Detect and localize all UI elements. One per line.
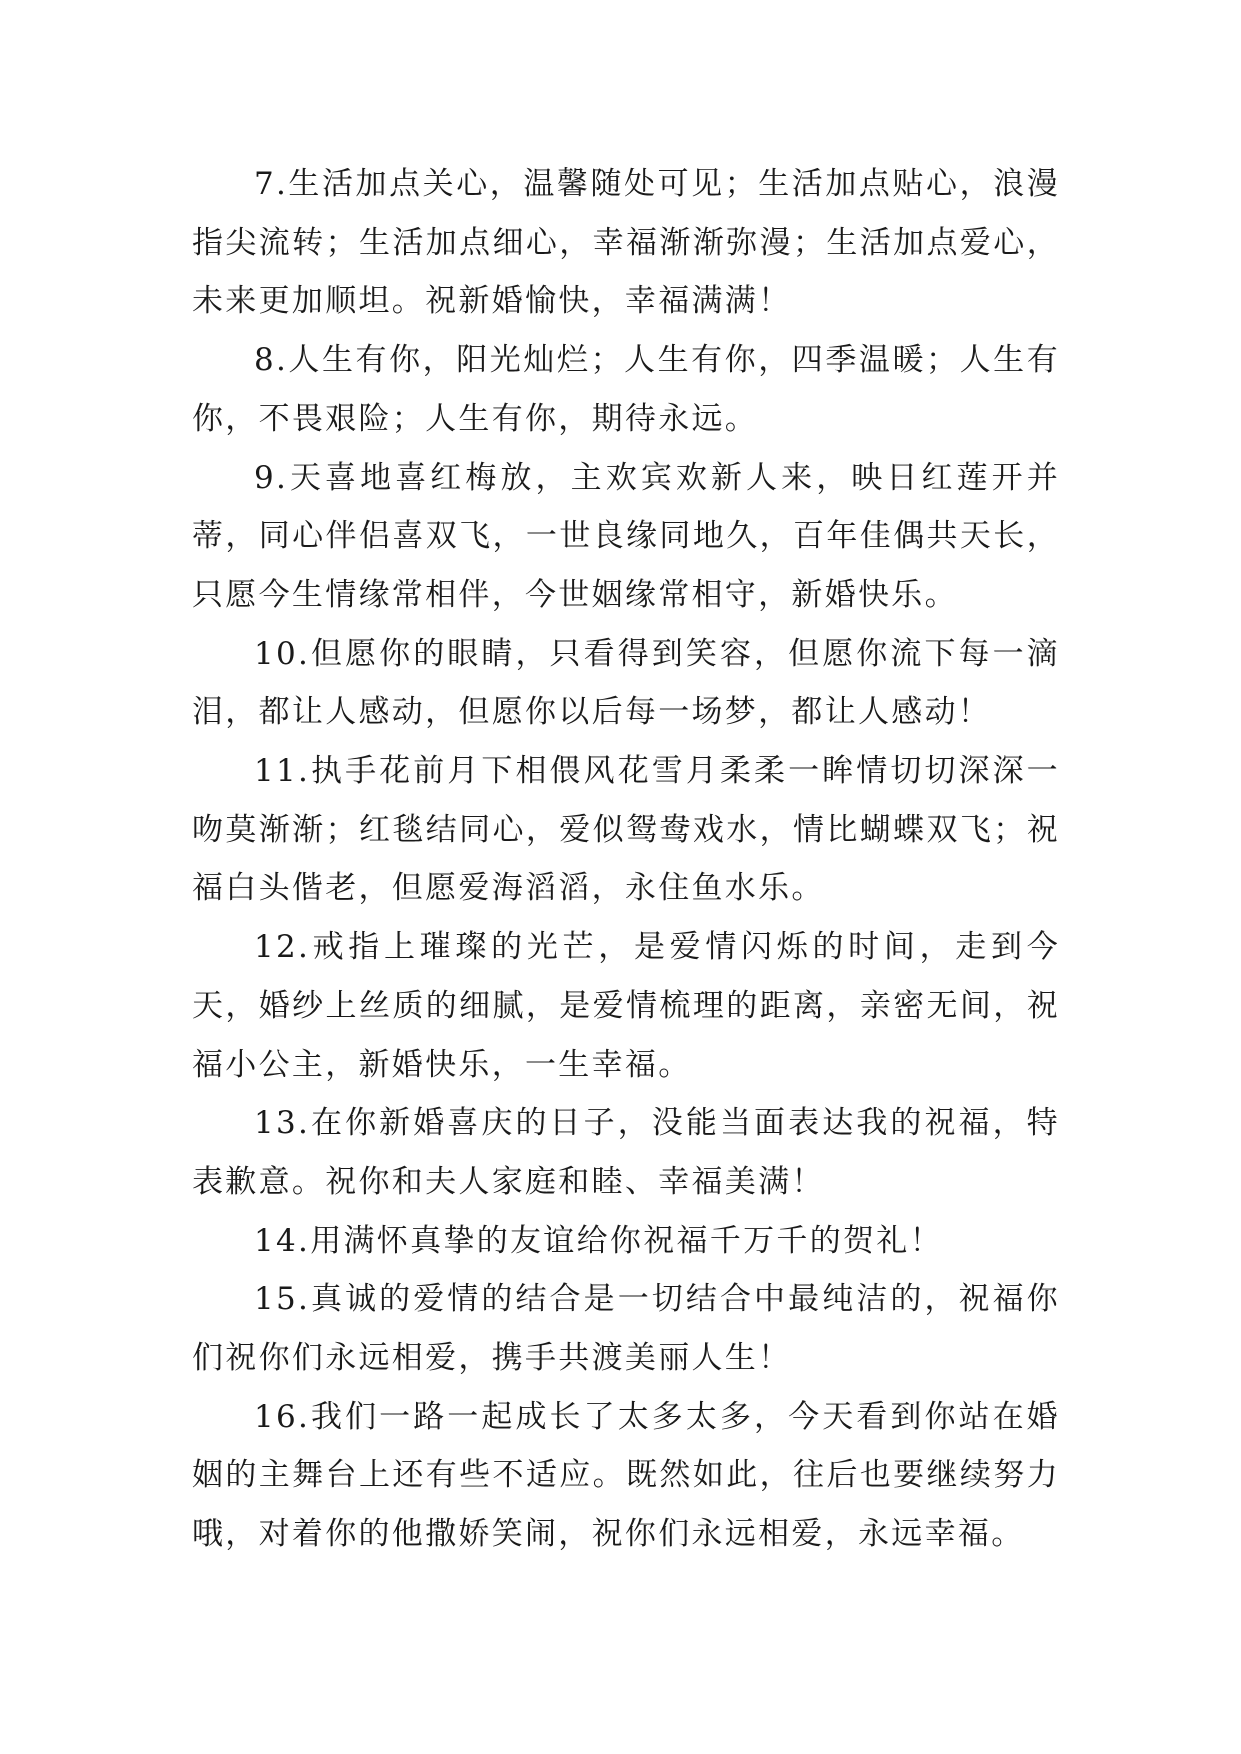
wish-paragraph-8: 8.人生有你，阳光灿烂；人生有你，四季温暖；人生有你，不畏艰险；人生有你，期待永远。: [192, 342, 1060, 437]
wish-paragraph-13: 13.在你新婚喜庆的日子，没能当面表达我的祝福，特表歉意。祝你和夫人家庭和睦、幸福美满！: [192, 1105, 1060, 1200]
wish-paragraph-14: 14.用满怀真挚的友谊给你祝福千万千的贺礼！: [254, 1222, 943, 1259]
document-page: [192, 155, 1060, 1564]
wish-paragraph-12: 12.戒指上璀璨的光芒，是爱情闪烁的时间，走到今天，婚纱上丝质的细腻，是爱情梳理的距离，亲密无间，祝福小公主，新婚快乐，一生幸福。: [192, 929, 1060, 1083]
wish-paragraph-7: 7.生活加点关心，温馨随处可见；生活加点贴心，浪漫指尖流转；生活加点细心，幸福渐渐弥漫；生活加点爱心，未来更加顺坦。祝新婚愉快，幸福满满！: [192, 166, 1060, 320]
wish-paragraph-15: 15.真诚的爱情的结合是一切结合中最纯洁的，祝福你们祝你们永远相爱，携手共渡美丽人生！: [192, 1281, 1060, 1377]
wish-paragraph-11: 11.执手花前月下相偎风花雪月柔柔一眸情切切深深一吻莫渐渐；红毯结同心，爱似鸳鸯戏水，情比蝴蝶双飞；祝福白头偕老，但愿爱海滔滔，永住鱼水乐。: [192, 753, 1060, 907]
wish-paragraph-9: 9.天喜地喜红梅放，主欢宾欢新人来，映日红莲开并蒂，同心伴侣喜双飞，一世良缘同地久，百年佳偶共天长，只愿今生情缘常相伴，今世姻缘常相守，新婚快乐。: [192, 459, 1060, 613]
wish-paragraph-16: 16.我们一路一起成长了太多太多，今天看到你站在婚姻的主舞台上还有些不适应。既然如此，往后也要继续努力哦，对着你的他撒娇笑闹，祝你们永远相爱，永远幸福。: [192, 1398, 1060, 1553]
wish-paragraph-10: 10.但愿你的眼睛，只看得到笑容，但愿你流下每一滴泪，都让人感动，但愿你以后每一场梦，都让人感动！: [192, 635, 1060, 731]
